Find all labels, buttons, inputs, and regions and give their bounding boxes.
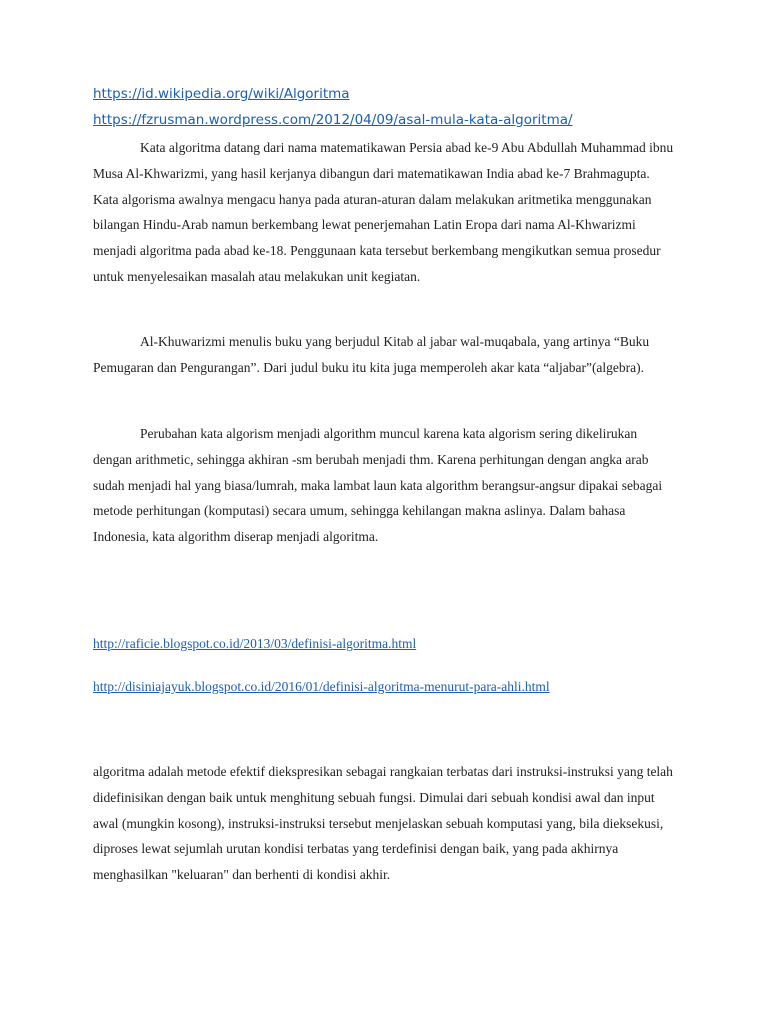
link-disiniajayuk-blogspot[interactable]: http://disiniajayuk.blogspot.co.id/2016/01/definisi-algoritma-menurut-para-ahli.html [93, 679, 550, 694]
paragraph-algorism-change: Perubahan kata algorism menjadi algorithm muncul karena kata algorism sering dikelirukan dengan arithmetic, sehingga akhiran -sm berubah menjadi thm. Karena perhitungan dengan angka arab sudah menjadi hal yang biasa/lumrah, maka lambat laun kata algorithm berangsur-angsur dipakai sebagai metode perhitungan (komputasi) secara umum, sehingga kehilangan makna aslinya. Dalam bahasa Indonesia, kata algorithm diserap menjadi algoritma. [93, 426, 663, 545]
paragraph-origin: Kata algoritma datang dari nama matematikawan Persia abad ke-9 Abu Abdullah Muhammad ibnu Musa Al-Khwarizmi, yang hasil kerjanya dibangun dari matematikawan India abad ke-7 Brahmagupta. Kata algorisma awalnya mengacu hanya pada aturan-aturan dalam melakukan aritmetika menggunakan bilangan Hindu-Arab namun berkembang lewat penerjemahan Latin Eropa dari nama Al-Khwarizmi menjadi algoritma pada abad ke-18. Penggunaan kata tersebut berkembang mengikutkan semua prosedur untuk menyelesaikan masalah atau melakukan unit kegiatan. [93, 140, 674, 284]
paragraph-khuwarizmi-book: Al-Khuwarizmi menulis buku yang berjudul Kitab al jabar wal-muqabala, yang artinya “Buku Pemugaran dan Pengurangan”. Dari judul buku itu kita juga memperoleh akar kata “aljabar”(algebra). [93, 334, 650, 375]
link-fzrusman-wordpress[interactable]: https://fzrusman.wordpress.com/2012/04/09/asal-mula-kata-algoritma/ [93, 112, 573, 128]
link-wikipedia-algoritma[interactable]: https://id.wikipedia.org/wiki/Algoritma [93, 86, 350, 102]
link-raficie-blogspot[interactable]: http://raficie.blogspot.co.id/2013/03/definisi-algoritma.html [93, 636, 417, 651]
paragraph-definition: algoritma adalah metode efektif diekspresikan sebagai rangkaian terbatas dari instruksi-instruksi yang telah didefinisikan dengan baik untuk menghitung sebuah fungsi. Dimulai dari sebuah kondisi awal dan input awal (mungkin kosong), instruksi-instruksi tersebut menjelaskan sebuah komputasi yang, bila dieksekusi, diproses lewat sejumlah urutan kondisi terbatas yang terdefinisi dengan baik, yang pada akhirnya menghasilkan "keluaran" dan berhenti di kondisi akhir. [93, 764, 673, 883]
